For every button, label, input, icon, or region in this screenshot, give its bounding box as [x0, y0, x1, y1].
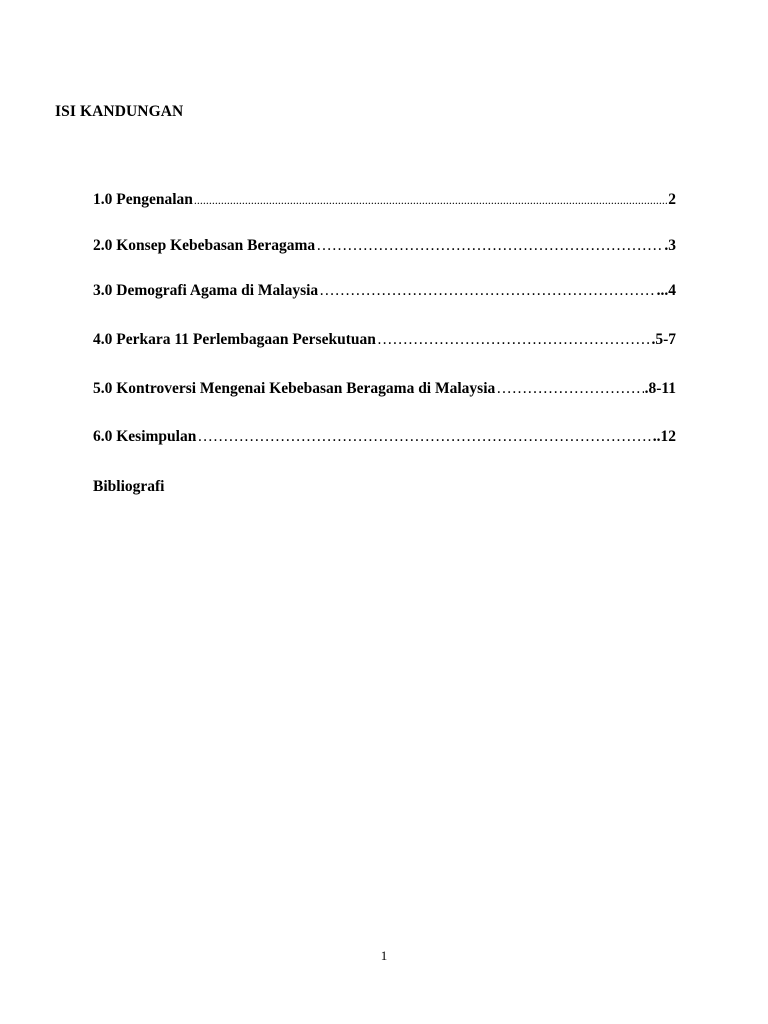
toc-leader-dots	[194, 191, 667, 209]
page-number: 1	[380, 948, 388, 963]
toc-leader-dots	[319, 282, 655, 300]
toc-entry-title: 4.0 Perkara 11 Perlembagaan Persekutuan	[93, 331, 376, 348]
toc-leader-dots	[377, 331, 651, 349]
toc-entry-konsep[interactable]	[93, 237, 676, 255]
toc-entry-page: .5-7	[651, 331, 676, 348]
toc-entry-bibliografi[interactable]: Bibliografi	[93, 478, 165, 495]
toc-entry-perkara[interactable]	[93, 331, 676, 349]
toc-entry-page: ..12	[652, 428, 676, 445]
toc-entry-pengenalan[interactable]	[93, 191, 676, 209]
toc-entry-page: .3	[664, 237, 676, 254]
toc-entry-page: 2	[668, 191, 676, 208]
toc-leader-dots	[496, 380, 643, 398]
toc-entry-page: ...4	[656, 282, 676, 299]
toc-entry-kesimpulan[interactable]	[93, 428, 676, 446]
toc-heading: ISI KANDUNGAN	[55, 103, 184, 120]
toc-entry-title: 5.0 Kontroversi Mengenai Kebebasan Beragama di Malaysia	[93, 380, 496, 397]
toc-entry-title: 1.0 Pengenalan	[93, 191, 193, 208]
toc-entry-kontroversi[interactable]	[93, 380, 676, 398]
toc-leader-dots	[316, 237, 663, 255]
toc-leader-dots	[197, 428, 651, 446]
toc-entry-demografi[interactable]	[93, 282, 676, 300]
toc-entry-title: 6.0 Kesimpulan	[93, 428, 197, 445]
toc-entry-title: 2.0 Konsep Kebebasan Beragama	[93, 237, 316, 254]
toc-entry-page: .8-11	[644, 380, 676, 397]
toc-entry-title: 3.0 Demografi Agama di Malaysia	[93, 282, 319, 299]
